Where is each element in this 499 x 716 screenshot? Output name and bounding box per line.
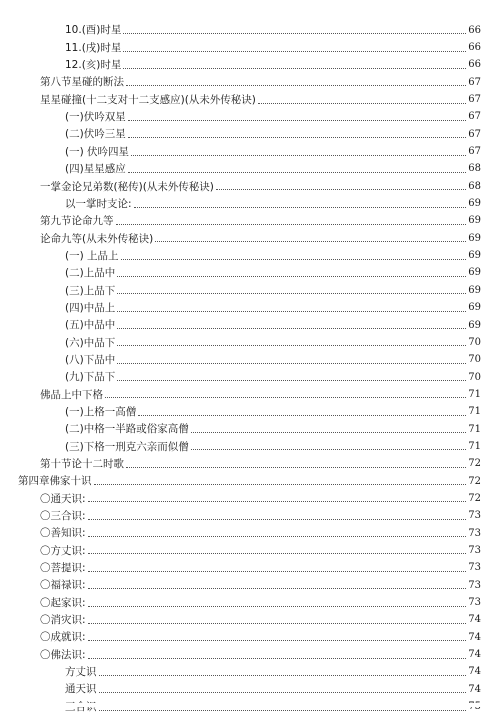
dot-leader xyxy=(121,259,467,260)
toc-entry-page-number: 69 xyxy=(468,302,481,314)
toc-entry-label: 〇善知识: xyxy=(40,527,86,540)
toc-entry-page-number: 67 xyxy=(468,111,481,123)
toc-entry-label: 方丈识 xyxy=(65,666,97,679)
toc-entry-label: 第四章佛家十识 xyxy=(18,475,92,488)
dot-leader xyxy=(123,33,466,34)
toc-entry-label: (五)中品中 xyxy=(65,319,116,332)
toc-entry-page-number: 67 xyxy=(468,146,481,158)
dot-leader xyxy=(88,501,467,502)
toc-entry-label: 12.(亥)时星 xyxy=(65,59,122,72)
toc-entry-label: 以一掌时支论: xyxy=(65,197,132,210)
toc-entry-page-number: 69 xyxy=(468,232,481,244)
toc-entry-label: 佛品上中下格 xyxy=(40,388,103,401)
toc-entry-page-number: 72 xyxy=(468,492,481,504)
dot-leader xyxy=(117,345,466,346)
toc-entry[interactable] xyxy=(0,143,499,160)
toc-entry[interactable] xyxy=(0,473,499,490)
toc-entry[interactable] xyxy=(0,230,499,247)
toc-entry-page-number: 70 xyxy=(468,354,481,366)
toc-entry[interactable] xyxy=(0,109,499,126)
toc-entry[interactable] xyxy=(0,213,499,230)
toc-entry[interactable] xyxy=(0,247,499,264)
toc-entry-label: 〇起家识: xyxy=(40,596,86,609)
dot-leader xyxy=(117,328,466,329)
page-bottom-edge xyxy=(0,703,499,707)
toc-entry-page-number: 66 xyxy=(468,59,481,71)
toc-entry-page-number: 72 xyxy=(468,475,481,487)
toc-entry-label: (四)中品上 xyxy=(65,301,116,314)
toc-entry[interactable] xyxy=(0,438,499,455)
toc-entry[interactable] xyxy=(0,386,499,403)
dot-leader xyxy=(123,68,466,69)
toc-entry-label: (六)中品下 xyxy=(65,336,116,349)
toc-entry-label: 〇成就识: xyxy=(40,631,86,644)
toc-entry-label: (一)伏吟双星 xyxy=(65,111,126,124)
toc-entry[interactable] xyxy=(0,74,499,91)
dot-leader xyxy=(191,449,467,450)
toc-entry-label: 一掌金论兄弟数(秘传)(从未外传秘诀) xyxy=(40,180,214,193)
toc-entry-page-number: 74 xyxy=(468,683,481,695)
dot-leader xyxy=(117,276,466,277)
dot-leader xyxy=(88,571,467,572)
toc-entry[interactable] xyxy=(0,126,499,143)
toc-entry-page-number: 69 xyxy=(468,319,481,331)
toc-entry-label: 〇三合识: xyxy=(40,510,86,523)
toc-entry-label: (三)下格一刑克六亲而似僧 xyxy=(65,440,189,453)
table-of-contents xyxy=(0,22,499,716)
toc-entry-page-number: 74 xyxy=(468,666,481,678)
toc-entry-label: (二)上品中 xyxy=(65,267,116,280)
toc-entry[interactable] xyxy=(0,421,499,438)
dot-leader xyxy=(88,588,467,589)
toc-entry-page-number: 66 xyxy=(468,24,481,36)
toc-entry[interactable] xyxy=(0,681,499,698)
toc-entry-label: (二)中格一半路或俗家高僧 xyxy=(65,423,189,436)
toc-entry[interactable] xyxy=(0,317,499,334)
toc-entry[interactable] xyxy=(0,161,499,178)
toc-entry-page-number: 74 xyxy=(468,614,481,626)
dot-leader xyxy=(88,519,467,520)
toc-entry-label: 第九节论命九等 xyxy=(40,215,114,228)
toc-entry-page-number: 69 xyxy=(468,198,481,210)
toc-entry-page-number: 69 xyxy=(468,250,481,262)
toc-entry-label: 11.(戌)时星 xyxy=(65,41,122,54)
dot-leader xyxy=(99,710,467,711)
toc-entry[interactable] xyxy=(0,22,499,39)
toc-entry-page-number: 71 xyxy=(468,406,481,418)
dot-leader xyxy=(216,189,466,190)
toc-entry[interactable] xyxy=(0,456,499,473)
toc-entry[interactable] xyxy=(0,664,499,681)
dot-leader xyxy=(155,241,466,242)
toc-entry-label: 〇通天识: xyxy=(40,492,86,505)
dot-leader xyxy=(126,85,466,86)
toc-entry-page-number: 70 xyxy=(468,371,481,383)
toc-entry-label: 〇消灾识: xyxy=(40,614,86,627)
toc-entry-page-number: 68 xyxy=(468,180,481,192)
toc-entry-page-number: 67 xyxy=(468,94,481,106)
toc-entry[interactable] xyxy=(0,91,499,108)
dot-leader xyxy=(134,207,467,208)
toc-entry-page-number: 72 xyxy=(468,458,481,470)
toc-entry-label: 〇福禄识: xyxy=(40,579,86,592)
toc-entry-page-number: 68 xyxy=(468,163,481,175)
toc-entry[interactable] xyxy=(0,57,499,74)
dot-leader xyxy=(117,311,466,312)
toc-entry-label: (三)上品下 xyxy=(65,284,116,297)
toc-entry-page-number: 73 xyxy=(468,510,481,522)
toc-entry-page-number: 71 xyxy=(468,388,481,400)
toc-entry[interactable] xyxy=(0,334,499,351)
dot-leader xyxy=(105,397,466,398)
toc-entry-label: 通天识 xyxy=(65,683,97,696)
dot-leader xyxy=(99,675,467,676)
dot-leader xyxy=(128,120,467,121)
dot-leader xyxy=(88,658,467,659)
dot-leader xyxy=(131,155,466,156)
toc-entry[interactable] xyxy=(0,525,499,542)
dot-leader xyxy=(116,224,467,225)
dot-leader xyxy=(88,606,467,607)
toc-entry-page-number: 67 xyxy=(468,76,481,88)
toc-entry[interactable] xyxy=(0,404,499,421)
toc-entry[interactable] xyxy=(0,300,499,317)
dot-leader xyxy=(88,623,467,624)
toc-entry-label: (八)下品中 xyxy=(65,353,116,366)
dot-leader xyxy=(117,293,466,294)
dot-leader xyxy=(88,536,467,537)
toc-entry-page-number: 74 xyxy=(468,631,481,643)
toc-entry[interactable] xyxy=(0,612,499,629)
toc-entry[interactable] xyxy=(0,629,499,646)
toc-entry[interactable] xyxy=(0,195,499,212)
toc-entry[interactable] xyxy=(0,646,499,663)
dot-leader xyxy=(128,137,467,138)
toc-entry-label: 第八节星碰的断法 xyxy=(40,76,124,89)
dot-leader xyxy=(117,380,466,381)
dot-leader xyxy=(123,51,466,52)
toc-entry-label: (一) 伏吟四星 xyxy=(65,145,130,158)
toc-entry[interactable] xyxy=(0,490,499,507)
toc-entry-page-number: 71 xyxy=(468,440,481,452)
toc-entry[interactable] xyxy=(0,178,499,195)
toc-entry-page-number: 73 xyxy=(468,527,481,539)
dot-leader xyxy=(117,363,466,364)
dot-leader xyxy=(88,640,467,641)
toc-entry[interactable] xyxy=(0,577,499,594)
toc-entry-page-number: 69 xyxy=(468,267,481,279)
toc-entry-label: 〇方丈识: xyxy=(40,544,86,557)
toc-entry-page-number: 73 xyxy=(468,562,481,574)
toc-entry[interactable] xyxy=(0,369,499,386)
toc-entry[interactable] xyxy=(0,560,499,577)
toc-entry[interactable] xyxy=(0,265,499,282)
toc-entry-page-number: 74 xyxy=(468,649,481,661)
toc-entry[interactable] xyxy=(0,352,499,369)
toc-entry[interactable] xyxy=(0,282,499,299)
dot-leader xyxy=(99,692,467,693)
toc-entry-page-number: 73 xyxy=(468,597,481,609)
toc-entry[interactable] xyxy=(0,698,499,715)
toc-entry-label: 〇佛法识: xyxy=(40,648,86,661)
toc-entry-page-number: 73 xyxy=(468,544,481,556)
toc-entry-label: 第十节论十二时歌 xyxy=(40,458,124,471)
toc-entry-label: (一)上格一高僧 xyxy=(65,405,137,418)
toc-entry-label: (二)伏吟三星 xyxy=(65,128,126,141)
toc-entry-label: 论命九等(从未外传秘诀) xyxy=(40,232,154,245)
toc-entry[interactable] xyxy=(0,508,499,525)
toc-entry[interactable] xyxy=(0,542,499,559)
toc-entry-label: 星星碰撞(十二支对十二支感应)(从未外传秘诀) xyxy=(40,93,256,106)
toc-entry-page-number: 70 xyxy=(468,336,481,348)
toc-entry[interactable] xyxy=(0,39,499,56)
toc-entry-label: 〇菩提识: xyxy=(40,562,86,575)
toc-entry-label: 10.(酉)时星 xyxy=(65,24,122,37)
dot-leader xyxy=(94,484,467,485)
toc-entry-page-number: 69 xyxy=(468,284,481,296)
toc-entry-label: (四)星星感应 xyxy=(65,163,126,176)
toc-entry-page-number: 69 xyxy=(468,215,481,227)
toc-entry-page-number: 66 xyxy=(468,42,481,54)
toc-entry-label: (一) 上品上 xyxy=(65,249,119,262)
dot-leader xyxy=(126,467,466,468)
toc-entry-label: (九)下品下 xyxy=(65,371,116,384)
dot-leader xyxy=(88,553,467,554)
toc-entry[interactable] xyxy=(0,594,499,611)
toc-entry-page-number: 67 xyxy=(468,128,481,140)
dot-leader xyxy=(191,432,467,433)
toc-entry-page-number: 71 xyxy=(468,423,481,435)
toc-entry-page-number: 73 xyxy=(468,579,481,591)
dot-leader xyxy=(138,415,466,416)
dot-leader xyxy=(258,103,466,104)
dot-leader xyxy=(128,172,467,173)
